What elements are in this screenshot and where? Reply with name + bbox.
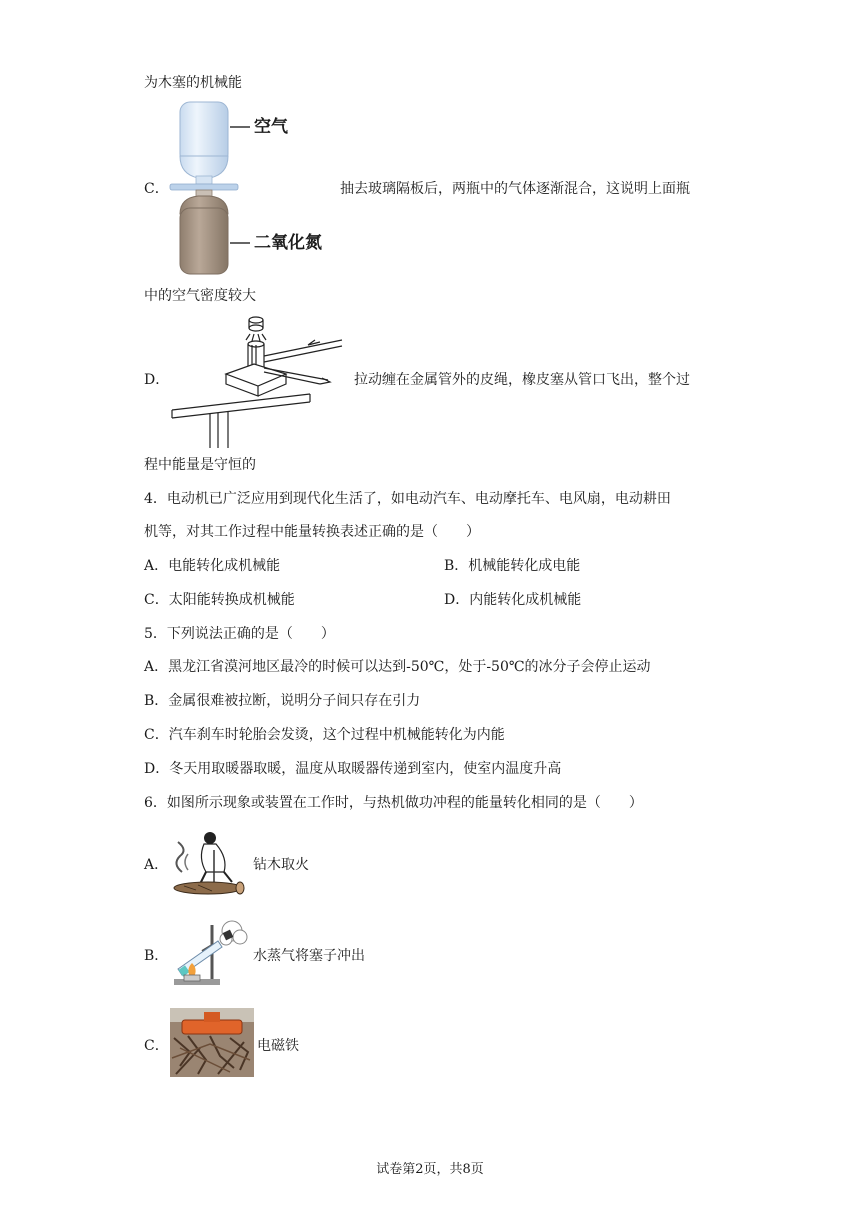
page-footer: 试卷第2页，共8页: [376, 1162, 484, 1177]
q3-option-d-text-1: 拉动缠在金属管外的皮绳，橡皮塞从管口飞出，整个过: [354, 372, 690, 388]
q5-option-d: D．冬天用取暖器取暖，温度从取暖器传递到室内，使室内温度升高: [144, 761, 562, 777]
q6-option-b-text: 水蒸气将塞子冲出: [253, 948, 365, 964]
q6-option-a-text: 钻木取火: [253, 857, 309, 873]
steam-pushes-cork-image: [168, 915, 250, 990]
q5-stem: 5．下列说法正确的是（ ）: [144, 626, 335, 642]
q4-stem-line-1: 4．电动机已广泛应用到现代化生活了，如电动汽车、电动摩托车、电风扇，电动耕田: [144, 491, 671, 507]
q6-option-c-text: 电磁铁: [257, 1038, 299, 1054]
q3-b-continuation: 为木塞的机械能: [144, 75, 242, 91]
q5-option-a: A．黑龙江省漠河地区最冷的时候可以达到-50℃，处于-50℃的冰分子会停止运动: [144, 659, 651, 675]
q4-option-b: B．机械能转化成电能: [444, 558, 581, 574]
q3-option-c-letter: C．: [144, 181, 169, 197]
q6-stem: 6．如图所示现象或装置在工作时，与热机做功冲程的能量转化相同的是（ ）: [144, 795, 643, 811]
label-nitrogen-dioxide: 二氧化氮: [254, 233, 322, 253]
q6-option-c-letter: C．: [144, 1038, 169, 1054]
q5-option-c: C．汽车刹车时轮胎会发烫，这个过程中机械能转化为内能: [144, 727, 505, 743]
q4-stem-line-2: 机等，对其工作过程中能量转换表述正确的是（ ）: [144, 524, 480, 540]
q3-option-d-letter: D．: [144, 372, 170, 388]
q3-option-d-text-2: 程中能量是守恒的: [144, 457, 256, 473]
q6-option-b-letter: B．: [144, 948, 169, 964]
q4-option-d: D．内能转化成机械能: [444, 592, 582, 608]
electromagnet-photo: [170, 1008, 254, 1077]
q4-option-c: C．太阳能转换成机械能: [144, 592, 295, 608]
q3-option-c-text-1: 抽去玻璃隔板后，两瓶中的气体逐渐混合，这说明上面瓶: [340, 181, 690, 197]
steam-cork-figure: [168, 915, 250, 990]
electromagnet-figure: [170, 1008, 254, 1077]
q5-option-b: B．金属很难被拉断，说明分子间只存在引力: [144, 693, 421, 709]
metal-tube-figure: [170, 312, 350, 450]
gas-diffusion-figure: [168, 100, 343, 280]
q3-option-c-text-2: 中的空气密度较大: [144, 288, 256, 304]
q4-option-a: A．电能转化成机械能: [144, 558, 281, 574]
drill-fire-figure: [168, 828, 250, 898]
q6-option-a-letter: A．: [144, 857, 169, 873]
label-air: 空气: [254, 117, 288, 137]
drilling-wood-fire-image: [168, 828, 250, 898]
metal-tube-image: [170, 312, 350, 450]
